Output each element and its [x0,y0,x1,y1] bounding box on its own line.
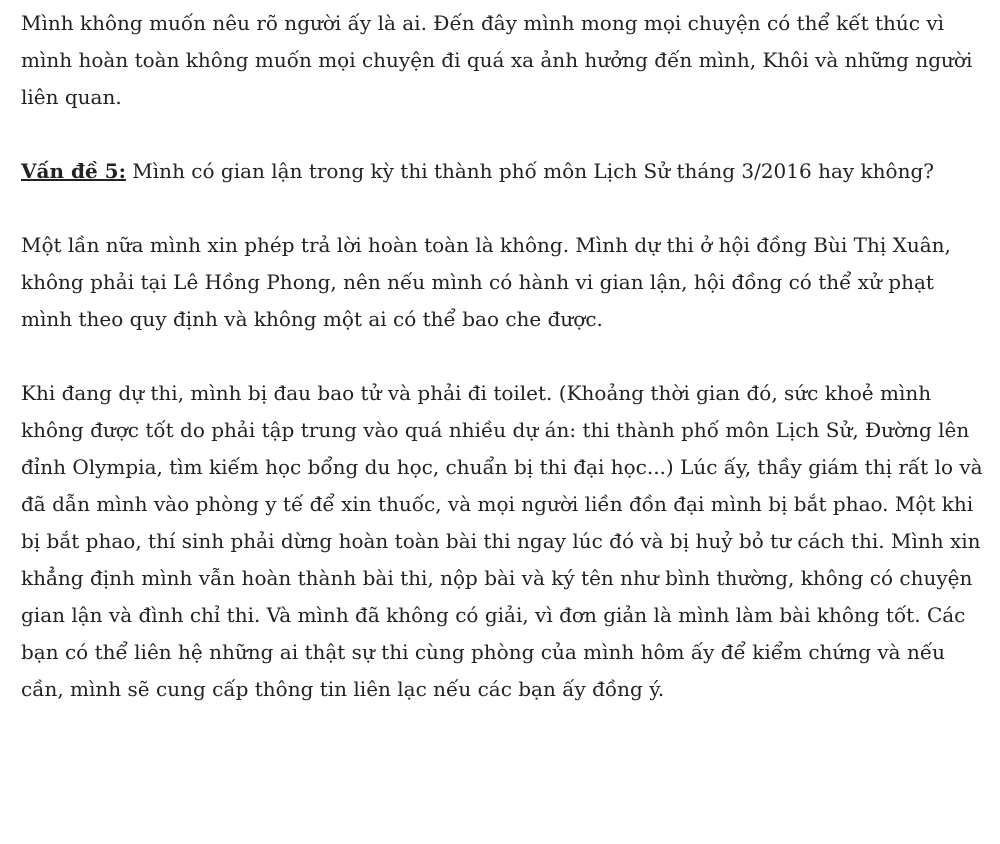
issue-5-label: Vấn đề 5: [21,159,126,183]
issue-5-question: Mình có gian lận trong kỳ thi thành phố môn Lịch Sử tháng 3/2016 hay không? [125,159,934,183]
issue-5-heading [21,153,988,190]
paragraph-answer: Một lần nữa mình xin phép trả lời hoàn toàn là không. Mình dự thi ở hội đồng Bùi Thị Xuân, không phải tại Lê Hồng Phong, nên nếu mình có hành vi gian lận, hội đồng có thể xử phạt mình theo quy định và không một ai có thể bao che được. [21,233,951,331]
paragraph-intro: Mình không muốn nêu rõ người ấy là ai. Đến đây mình mong mọi chuyện có thể kết thúc vì mình hoàn toàn không muốn mọi chuyện đi quá xa ảnh hưởng đến mình, Khôi và những người liên quan. [21,11,973,109]
paragraph-explanation: Khi đang dự thi, mình bị đau bao tử và phải đi toilet. (Khoảng thời gian đó, sức khoẻ mình không được tốt do phải tập trung vào quá nhiều dự án: thi thành phố môn Lịch Sử, Đường lên đỉnh Olympia, tìm kiếm học bổng du học, chuẩn bị thi đại học...) Lúc ấy, thầy giám thị rất lo và đã dẫn mình vào phòng y tế để xin thuốc, và mọi người liền đồn đại mình bị bắt phao. Một khi bị bắt phao, thí sinh phải dừng hoàn toàn bài thi ngay lúc đó và bị huỷ bỏ tư cách thi. Mình xin khẳng định mình vẫn hoàn thành bài thi, nộp bài và ký tên như bình thường, không có chuyện gian lận và đình chỉ thi. Và mình đã không có giải, vì đơn giản là mình làm bài không tốt. Các bạn có thể liên hệ những ai thật sự thi cùng phòng của mình hôm ấy để kiểm chứng và nếu cần, mình sẽ cung cấp thông tin liên lạc nếu các bạn ấy đồng ý. [21,381,983,701]
